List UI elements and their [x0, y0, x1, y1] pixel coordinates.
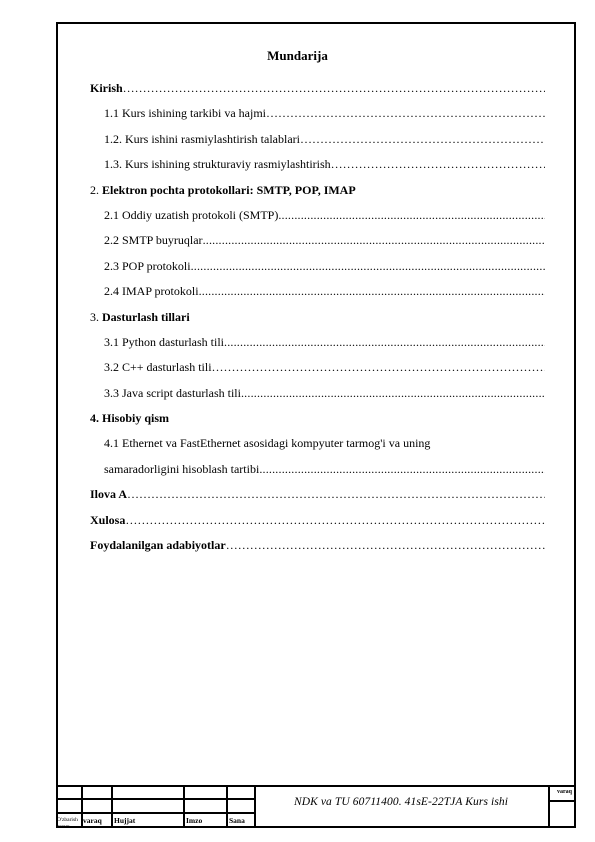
toc-entry-label	[90, 508, 125, 533]
toc-entry-text: 2.4 IMAP protokoli	[104, 284, 199, 299]
toc-leader-dots	[212, 355, 545, 380]
toc-entry	[90, 406, 545, 431]
toc-leader-dots	[241, 381, 545, 406]
toc-entry-label	[104, 431, 430, 456]
toc-leader-dots	[125, 508, 545, 533]
toc-entry-text: 3.2 C++ dasturlash tili	[104, 360, 212, 375]
toc-leader-dots	[226, 533, 545, 558]
toc-entry-label	[104, 457, 259, 482]
table-of-contents	[90, 76, 545, 558]
toc-entry-text: Xulosa	[90, 512, 126, 527]
toc-entry	[90, 152, 545, 177]
toc-entry-text: 4. Hisobiy qism	[90, 411, 170, 426]
toc-leader-dots	[199, 279, 545, 304]
document-code: NDK va TU 60711400. 41sE-22TJA Kurs ishi	[293, 796, 509, 808]
title-block-col-line-6	[548, 785, 550, 828]
toc-entry-text: 2.1 Oddiy uzatish protokoli (SMTP)	[104, 207, 279, 222]
sheet-label: varaq	[557, 789, 572, 795]
col-varaq-label: varaq	[83, 816, 102, 825]
col-ozgarish-label: O'zbarish	[57, 817, 78, 823]
col-sana-label: Sana	[229, 816, 245, 825]
title-block-col-line-3	[183, 785, 185, 828]
toc-entry	[90, 228, 545, 253]
toc-leader-dots	[266, 101, 545, 126]
toc-entry-number: 3.	[90, 309, 102, 324]
toc-entry	[90, 508, 545, 533]
toc-entry	[90, 178, 545, 203]
title-block-row-line-2	[56, 812, 254, 814]
title-block	[56, 785, 576, 828]
toc-entry	[90, 482, 545, 507]
toc-entry-text: 1.3. Kurs ishining strukturaviy rasmiylashtirish	[104, 157, 331, 172]
toc-entry-label	[104, 381, 241, 406]
toc-entry-text: 2.2 SMTP buyruqlar	[104, 233, 203, 248]
toc-entry-text: samaradorligini hisoblash tartibi	[104, 461, 260, 476]
toc-entry	[90, 279, 545, 304]
toc-entry-text: 3.1 Python dasturlash tili	[104, 334, 224, 349]
toc-leader-dots	[127, 482, 545, 507]
toc-entry-label	[104, 254, 191, 279]
title-block-row-line-1	[56, 798, 254, 800]
toc-leader-dots	[259, 457, 545, 482]
toc-entry-text: 4.1 Ethernet va FastEthernet asosidagi kompyuter tarmog'i va uning	[104, 436, 431, 451]
toc-entry-text: Elektron pochta protokollari: SMTP, POP, IMAP	[102, 182, 356, 197]
toc-entry-text: Ilova A	[90, 487, 128, 502]
toc-entry-text: 1.2. Kurs ishini rasmiylashtirish talablari	[104, 131, 300, 146]
toc-entry-label	[104, 203, 278, 228]
toc-entry-text: 3.3 Java script dasturlash tili	[104, 385, 241, 400]
toc-entry-text: 1.1 Kurs ishining tarkibi va hajmi	[104, 106, 266, 121]
toc-entry-label	[90, 305, 190, 330]
toc-entry-text: Kirish	[90, 81, 123, 95]
toc-leader-dots	[191, 254, 545, 279]
toc-entry-text: Foydalanilgan adabiyotlar	[90, 538, 226, 553]
col-hujjat-label: Hujjat	[114, 816, 136, 825]
toc-leader-dots	[331, 152, 545, 177]
toc-entry-label	[104, 127, 300, 152]
toc-leader-dots	[224, 330, 545, 355]
toc-entry	[90, 127, 545, 152]
toc-entry-label	[90, 76, 123, 101]
toc-entry-label	[90, 178, 356, 203]
toc-entry-label	[104, 228, 203, 253]
toc-leader-dots	[300, 127, 545, 152]
page-title: Mundarija	[267, 48, 328, 63]
toc-leader-dots	[278, 203, 545, 228]
title-block-col-line-4	[226, 785, 228, 828]
toc-leader-dots	[203, 228, 545, 253]
toc-entry-number: 2.	[90, 182, 102, 197]
toc-entry	[90, 355, 545, 380]
toc-entry-text: 2.3 POP protokoli	[104, 258, 191, 273]
toc-entry	[90, 457, 545, 482]
toc-entry	[90, 254, 545, 279]
toc-entry-label	[90, 533, 226, 558]
stamp-text: mmm	[57, 824, 70, 830]
toc-entry-label	[90, 482, 127, 507]
toc-entry-label	[104, 279, 199, 304]
title-block-top-line	[56, 785, 576, 787]
toc-entry	[90, 431, 545, 456]
toc-entry	[90, 330, 545, 355]
title-block-col-line-2	[111, 785, 113, 828]
toc-entry	[90, 305, 545, 330]
toc-entry-label	[104, 152, 331, 177]
toc-entry	[90, 533, 545, 558]
col-imzo-label: Imzo	[186, 816, 203, 825]
toc-entry-label	[90, 406, 169, 431]
toc-leader-dots	[123, 76, 545, 101]
toc-entry	[90, 203, 545, 228]
toc-entry	[90, 101, 545, 126]
toc-entry-label	[104, 355, 212, 380]
title-block-sheet-line	[548, 800, 576, 802]
toc-entry	[90, 381, 545, 406]
toc-entry	[90, 76, 545, 101]
toc-entry-label	[104, 101, 266, 126]
toc-entry-text: Dasturlash tillari	[102, 309, 190, 324]
toc-entry-label	[104, 330, 224, 355]
